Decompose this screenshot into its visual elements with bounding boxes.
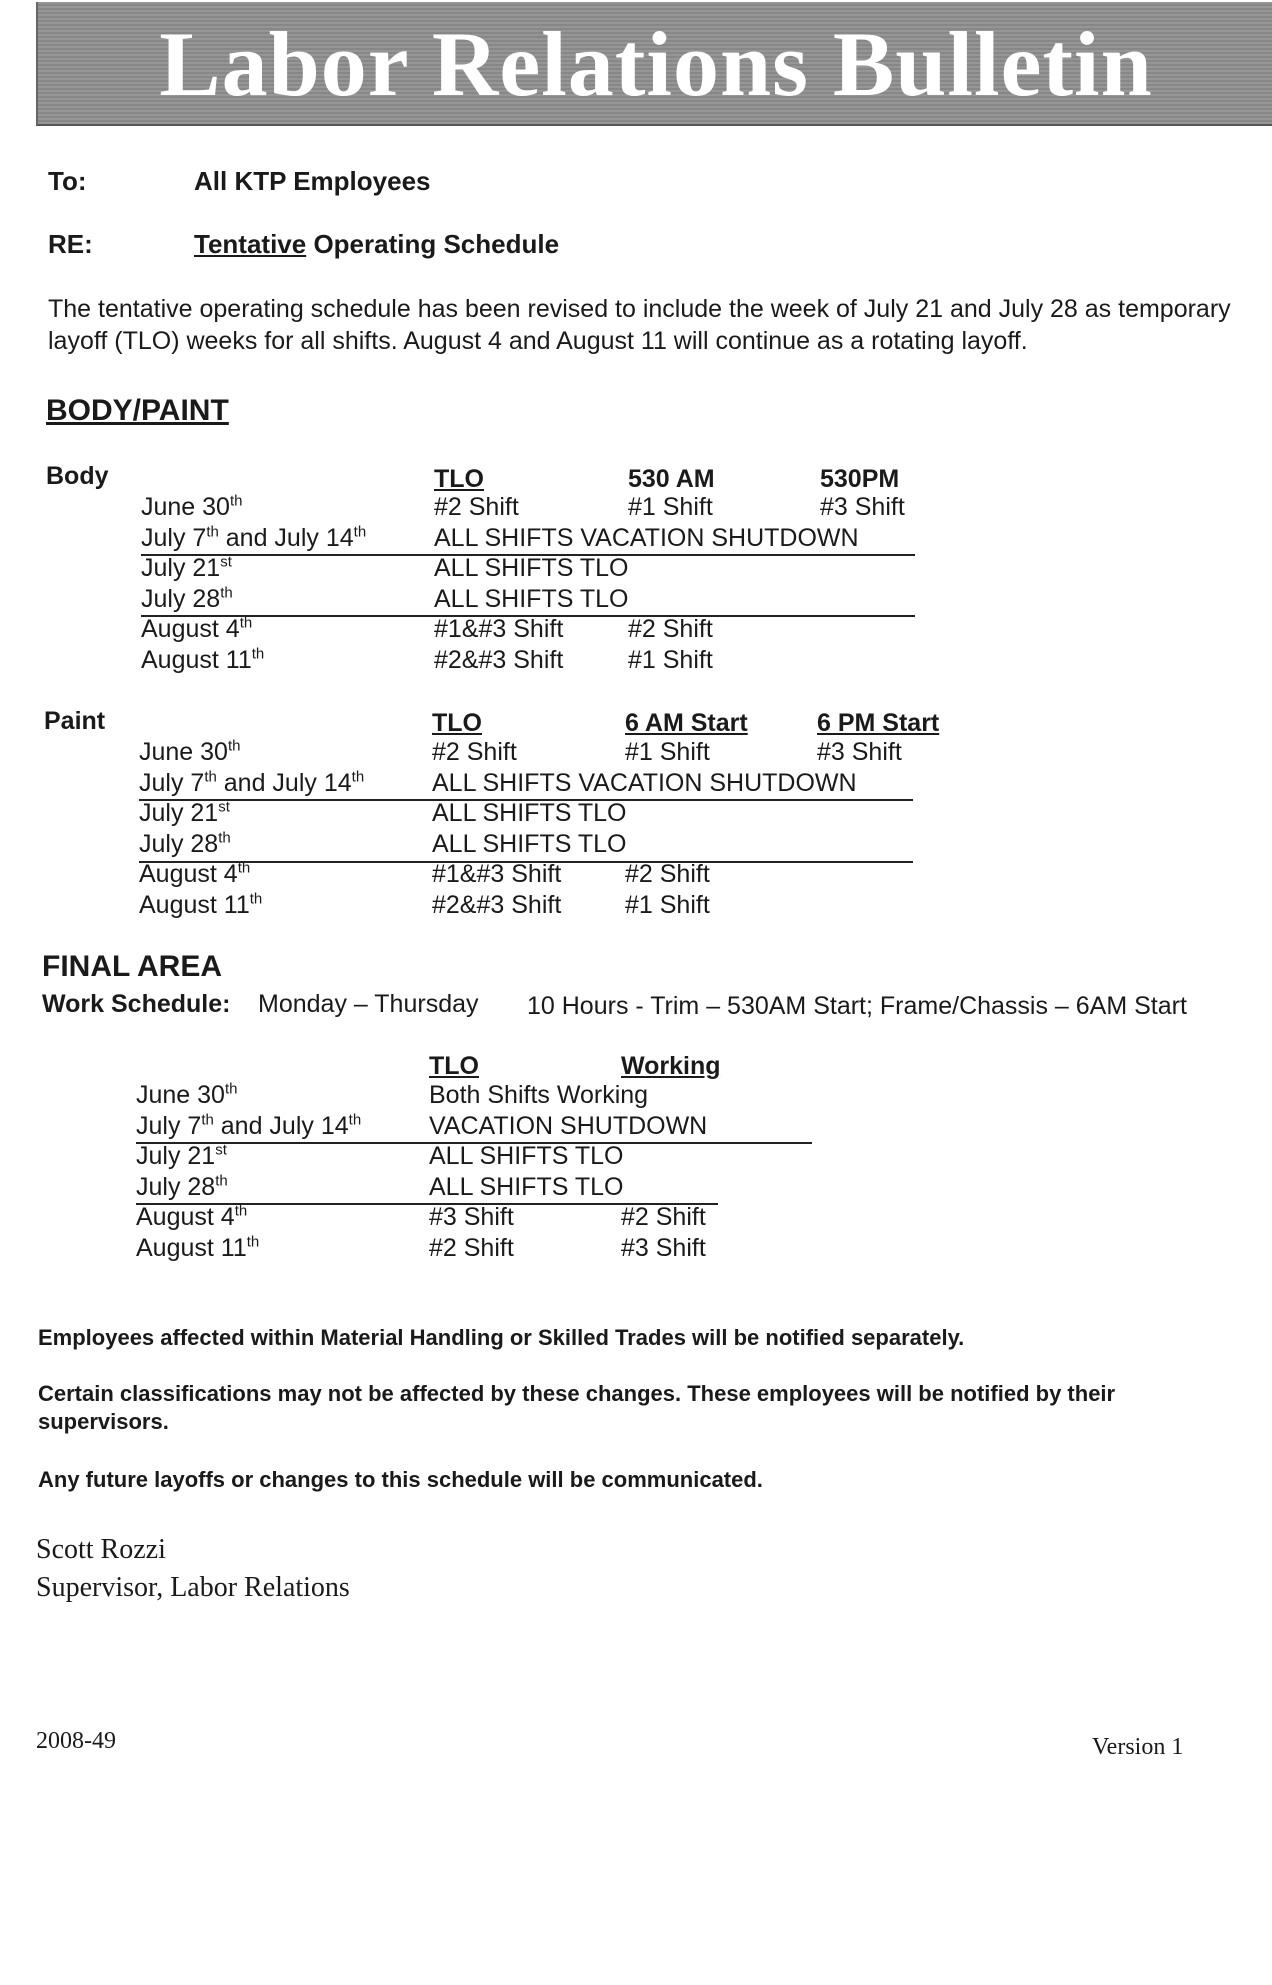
work-schedule-line bbox=[42, 990, 230, 1019]
row-cell: #1&#3 Shift bbox=[434, 615, 564, 643]
row-separator bbox=[136, 1142, 812, 1144]
row-cell: #2 Shift bbox=[625, 860, 710, 888]
signature-title: Supervisor, Labor Relations bbox=[36, 1572, 350, 1603]
body-paint-heading: BODY/PAINT bbox=[46, 394, 229, 427]
row-cell: ALL SHIFTS TLO bbox=[432, 799, 627, 827]
row-cell: #1 Shift bbox=[628, 645, 713, 674]
re-value-rest: Operating Schedule bbox=[306, 229, 560, 259]
paint-label: Paint bbox=[44, 707, 106, 735]
row-date: July 21st bbox=[136, 1141, 227, 1170]
row-date: July 7th and July 14th bbox=[136, 1111, 362, 1140]
re-value-underlined: Tentative bbox=[194, 229, 307, 259]
to-label: To: bbox=[48, 166, 87, 196]
row-cell: #3 Shift bbox=[429, 1203, 514, 1231]
row-cell: #3 Shift bbox=[621, 1233, 706, 1262]
row-cell: #1 Shift bbox=[625, 890, 710, 919]
body-label: Body bbox=[46, 462, 109, 490]
work-schedule-label: Work Schedule: bbox=[42, 990, 231, 1018]
column-header: Working bbox=[621, 1052, 721, 1080]
row-cell: VACATION SHUTDOWN bbox=[429, 1111, 708, 1140]
row-date: August 11th bbox=[139, 890, 263, 919]
row-date: June 30th bbox=[139, 737, 241, 766]
version-label: Version 1 bbox=[1092, 1734, 1184, 1760]
column-header: TLO bbox=[429, 1052, 479, 1080]
row-separator bbox=[139, 799, 913, 801]
row-cell: #2 Shift bbox=[628, 615, 713, 643]
row-cell: #2 Shift bbox=[434, 493, 519, 521]
to-value: All KTP Employees bbox=[194, 166, 431, 196]
row-separator bbox=[141, 615, 915, 617]
signature-name: Scott Rozzi bbox=[36, 1534, 166, 1565]
row-date: July 21st bbox=[141, 553, 232, 582]
work-schedule-days: Monday – Thursday bbox=[258, 990, 479, 1018]
row-cell: #2 Shift bbox=[429, 1233, 514, 1262]
header-banner bbox=[36, 2, 1272, 126]
row-date: July 21st bbox=[139, 798, 230, 827]
row-cell: #2 Shift bbox=[621, 1203, 706, 1231]
row-cell: #1 Shift bbox=[625, 738, 710, 766]
note-classifications: Certain classifications may not be affected by these changes. These employees will be notified by their supervisors. bbox=[38, 1381, 1116, 1434]
row-date: August 4th bbox=[139, 859, 251, 888]
column-header: 530 AM bbox=[628, 465, 715, 493]
row-cell: ALL SHIFTS VACATION SHUTDOWN bbox=[434, 523, 859, 552]
column-header: TLO bbox=[434, 465, 484, 493]
intro-paragraph: The tentative operating schedule has been revised to include the week of July 21 and July 28 as temporary layoff (TLO) weeks for all shifts. August 4 and August 11 will continue as a rotating layoff. bbox=[48, 295, 1231, 355]
row-date: June 30th bbox=[136, 1080, 238, 1109]
row-date: July 28th bbox=[141, 584, 233, 613]
row-cell: ALL SHIFTS TLO bbox=[434, 584, 629, 613]
row-cell: Both Shifts Working bbox=[429, 1081, 649, 1109]
doc-number: 2008-49 bbox=[36, 1728, 116, 1754]
work-schedule-detail: 10 Hours - Trim – 530AM Start; Frame/Chassis – 6AM Start bbox=[527, 992, 1187, 1020]
row-date: July 28th bbox=[139, 829, 231, 858]
row-separator bbox=[136, 1203, 718, 1205]
row-cell: #1&#3 Shift bbox=[432, 860, 562, 888]
note-material-handling: Employees affected within Material Handling or Skilled Trades will be notified separately. bbox=[38, 1325, 965, 1350]
re-label: RE: bbox=[48, 229, 93, 259]
row-separator bbox=[141, 554, 915, 556]
row-cell: #1 Shift bbox=[628, 493, 713, 521]
row-cell: #3 Shift bbox=[820, 493, 905, 521]
row-cell: ALL SHIFTS VACATION SHUTDOWN bbox=[432, 768, 857, 797]
row-separator bbox=[139, 861, 913, 863]
row-date: August 4th bbox=[141, 614, 253, 643]
column-header: TLO bbox=[432, 709, 482, 737]
column-header: 6 AM Start bbox=[625, 709, 748, 737]
note-future-layoffs: Any future layoffs or changes to this schedule will be communicated. bbox=[38, 1467, 763, 1492]
row-date: June 30th bbox=[141, 492, 243, 521]
row-cell: ALL SHIFTS TLO bbox=[432, 829, 627, 858]
row-date: August 4th bbox=[136, 1202, 248, 1231]
row-cell: ALL SHIFTS TLO bbox=[429, 1172, 624, 1201]
row-date: August 11th bbox=[141, 645, 265, 674]
row-date: July 7th and July 14th bbox=[139, 768, 365, 797]
column-header: 530PM bbox=[820, 465, 900, 493]
row-cell: ALL SHIFTS TLO bbox=[429, 1142, 624, 1170]
row-date: July 28th bbox=[136, 1172, 228, 1201]
row-cell: #3 Shift bbox=[817, 738, 902, 766]
column-header: 6 PM Start bbox=[817, 709, 940, 737]
final-area-heading: FINAL AREA bbox=[42, 950, 222, 983]
row-cell: #2&#3 Shift bbox=[434, 645, 564, 674]
row-cell: #2&#3 Shift bbox=[432, 890, 562, 919]
bulletin-title: Labor Relations Bulletin bbox=[159, 13, 1153, 115]
row-date: August 11th bbox=[136, 1233, 260, 1262]
row-cell: ALL SHIFTS TLO bbox=[434, 554, 629, 582]
re-value bbox=[194, 229, 559, 260]
row-cell: #2 Shift bbox=[432, 738, 517, 766]
row-date: July 7th and July 14th bbox=[141, 523, 367, 552]
